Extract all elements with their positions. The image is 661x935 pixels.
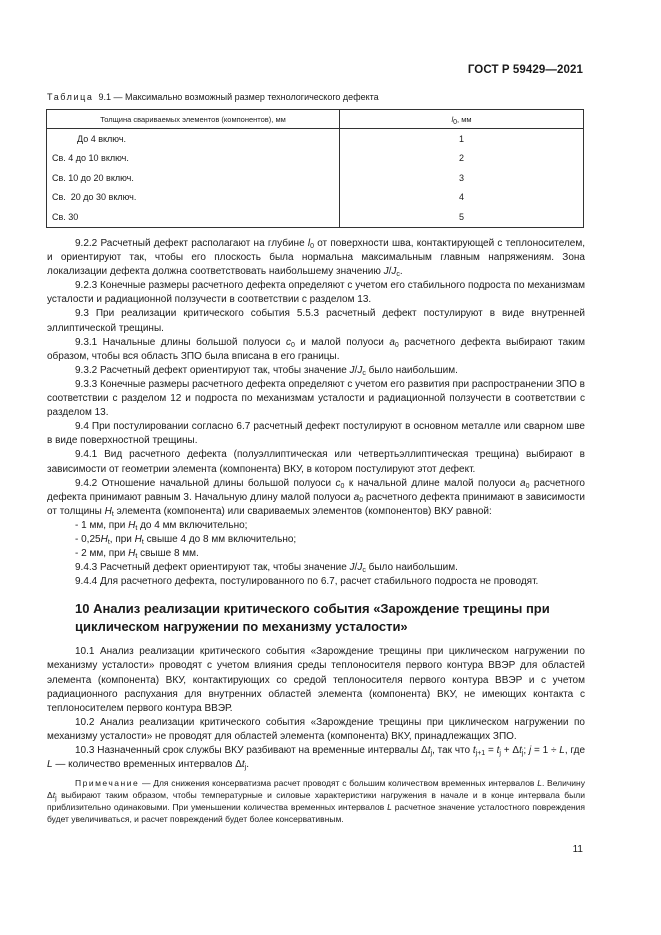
table-row xyxy=(47,149,584,169)
paragraph-9-4: 9.4 При постулировании согласно 6.7 расчетный дефект постулируют в основном металле или сварном шве в виде поверхностной трещины. xyxy=(47,421,585,447)
thickness-cell: Св. 30 xyxy=(47,207,340,227)
list-item: - 2 мм, при $H_t$ свыше 8 мм. xyxy=(75,548,199,561)
table-caption xyxy=(47,92,379,102)
paragraph-9-2-3: 9.2.3 Конечные размеры расчетного дефекта определяют с учетом его стабильного подроста по механизмам усталости и радиационной ползучести в соответствии с разделом 13. xyxy=(47,280,585,306)
thickness-cell: Св. 4 до 10 включ. xyxy=(47,149,340,169)
paragraph-9-3: 9.3 При реализации критического события 5.5.3 расчетный дефект постулируют в виде внутренней эллиптической трещины. xyxy=(47,308,585,334)
size-cell: 5 xyxy=(340,207,584,227)
table-caption-text: 9.1 — Максимально возможный размер технологического дефекта xyxy=(98,92,379,102)
table-row xyxy=(47,129,584,149)
note-label: Примечание xyxy=(75,778,140,789)
paragraph-9-3-2: 9.3.2 Расчетный дефект ориентируют так, чтобы значение $J/J_c$ было наибольшим. xyxy=(75,364,458,377)
section-10-heading: 10 Анализ реализации критического события «Зарождение трещины при циклическом нагружении по механизму усталости» xyxy=(75,601,550,635)
size-cell: 1 xyxy=(340,129,584,149)
table-row xyxy=(47,188,584,208)
table-row xyxy=(47,168,584,188)
size-cell: 3 xyxy=(340,168,584,188)
paragraph-10-2: 10.2 Анализ реализации критического события «Зарождение трещины при циклическом нагружении по механизму усталости» не проводят для областей элемента (компонента) ВКУ, принадлежащих ЗПО. xyxy=(47,716,585,742)
paragraph-9-4-3: 9.4.3 Расчетный дефект ориентируют так, чтобы значение $J/J_c$ было наибольшим. xyxy=(75,562,458,575)
table-row xyxy=(47,207,584,227)
paragraph-10-3: 10.3 Назначенный срок службы ВКУ разбивают на временные интервалы $\Delta t_j$, так что $t_{j+1} = t_j + \Delta t_j$; j = 1 ÷ L, где L — количество временных интервалов $\Delta t_j$. xyxy=(47,745,586,772)
page-number: 11 xyxy=(572,844,583,855)
list-item: - $0,25H_t$, при $H_t$ свыше 4 до 8 мм включительно; xyxy=(75,533,297,546)
size-cell: 4 xyxy=(340,188,584,208)
document-body xyxy=(47,237,585,825)
size-cell: 2 xyxy=(340,149,584,169)
paragraph-9-4-4: 9.4.4 Для расчетного дефекта, постулированного по 6.7, расчет стабильного подроста не проводят. xyxy=(75,576,539,588)
thickness-cell: Св. 20 до 30 включ. xyxy=(47,188,340,208)
paragraph-9-4-1: 9.4.1 Вид расчетного дефекта (полуэллиптическая или четвертьэллиптическая трещина) выбирают в зависимости от геометрии элемента (компонента) ВКУ, в котором постулируют этот дефект. xyxy=(47,449,585,475)
paragraph-9-3-1: 9.3.1 Начальные длины большой полуоси $c_0$ и малой полуоси $a_0$ расчетного дефекта выбирают таким образом, чтобы вся область ЗПО была вписана в его границы. xyxy=(47,336,585,362)
list-item: - 1 мм, при $H_t$ до 4 мм включительно; xyxy=(75,519,248,532)
document-code: ГОСТ Р 59429—2021 xyxy=(467,64,583,76)
thickness-cell: До 4 включ. xyxy=(47,129,340,149)
thickness-cell: Св. 10 до 20 включ. xyxy=(47,168,340,188)
paragraph-9-3-3: 9.3.3 Конечные размеры расчетного дефекта определяют с учетом его развития при распространении ЗПО в соответствии с разделом 12 и подроста по механизмам усталости и радиационной ползучести в соответствии с разделом 13. xyxy=(47,378,585,419)
paragraph-10-1: 10.1 Анализ реализации критического события «Зарождение трещины при циклическом нагружении по механизму усталости» проводят с учетом влияния среды теплоносителя первого контура ВВЭР для областей элемента (компонента) ВКУ, контактирующих со средой теплоносителя первого контура ВВЭР и с учетом радиационного распухания для внутренних областей элемента (компонента) ВКУ, не имеющих контакта с теплоносителем первого контура ВВЭР. xyxy=(47,646,585,714)
note-paragraph: Примечание — Для снижения консерватизма расчет проводят с большим количеством временных интервалов L. Величину $\Delta t_j$ выбирают таким образом, чтобы температурные и силовые характеристики нагружения в начале и в конце интервала были приблизительно одинаковыми. При уменьшении количества временных интервалов L расчетное значение усталостного повреждения будет увеличиваться, и расчет повреждений будет более консервативным. xyxy=(47,778,586,825)
paragraph-9-4-2: 9.4.2 Отношение начальной длины большой полуоси $c_0$ к начальной длине малой полуоси $a_0$ расчетного дефекта принимают равным 3. Начальную длину малой полуоси $a_0$ расчетного дефекта принимают в зависимости от толщины $H_t$ элемента (компонента) или свариваемых элементов (компонентов) ВКУ равной: xyxy=(47,477,585,518)
thickness-column-header: Толщина свариваемых элементов (компонентов), мм xyxy=(47,110,340,129)
defect-size-table xyxy=(46,109,584,228)
table-caption-word: Таблица xyxy=(47,92,94,102)
paragraph-9-2-2: 9.2.2 Расчетный дефект располагают на глубине $l_0$ от поверхности шва, контактирующей с теплоносителем, и ориентируют так, чтобы его плоскость была нормальна максимальным главным напряжениям. Зона локализации дефекта должна соответствовать наибольшему значению $J/J_c$. xyxy=(47,238,585,279)
size-column-header: $l_0$, мм xyxy=(340,110,584,129)
table-header-row xyxy=(47,110,584,129)
